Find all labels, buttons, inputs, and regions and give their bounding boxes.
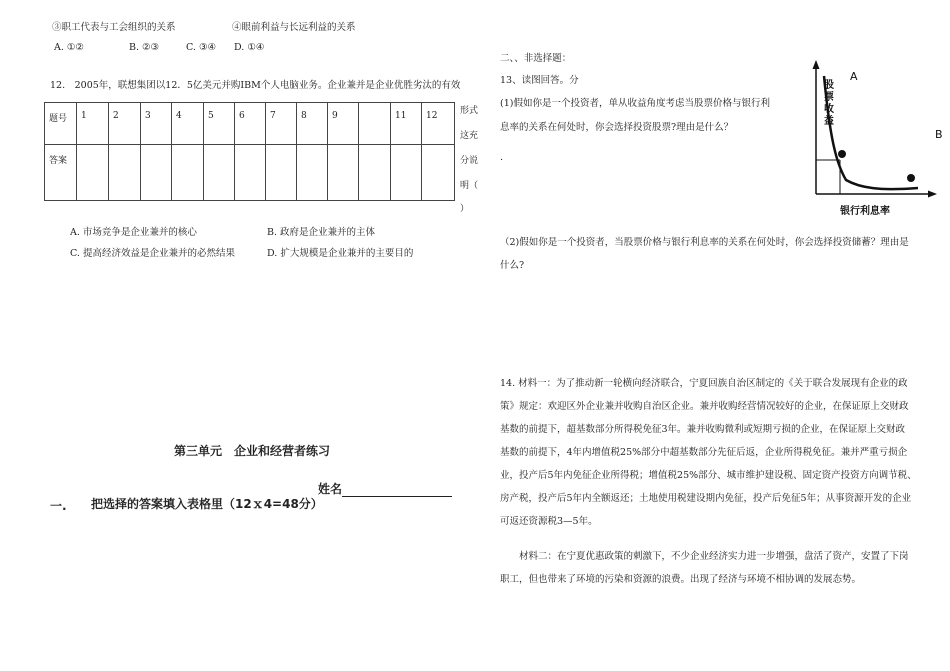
answer-table — [44, 102, 455, 201]
table-row — [45, 145, 455, 201]
material-1-line: 房产税，投产后5年内全额返还；土地使用税建设期内免征，投产后免征5年；从事资源开发的企业 — [500, 493, 912, 504]
table-number-cell: 1 — [77, 103, 109, 145]
table-number-cell: 3 — [141, 103, 172, 145]
question-13: 13、读图回答。分 — [500, 75, 579, 86]
option-4-text: ④眼前利益与长远利益的关系 — [232, 22, 356, 33]
question-12-tail-4: 明（ — [460, 181, 479, 191]
table-header-cell: 答案 — [45, 145, 77, 201]
point-b-label: B — [935, 128, 943, 141]
answer-cell-8[interactable] — [297, 145, 328, 201]
answer-cell-3[interactable] — [141, 145, 172, 201]
answer-cell-4[interactable] — [172, 145, 204, 201]
table-number-cell: 12 — [422, 103, 455, 145]
question-13-2-line1: （2)假如你是一个投资者，当股票价格与银行利息率的关系在何处时，你会选择投资储蓄？理由是 — [500, 237, 909, 248]
question-12-tail-3: 分说 — [460, 156, 479, 166]
answer-cell-10[interactable] — [359, 145, 391, 201]
table-row — [45, 103, 455, 145]
table-header-cell: 题号 — [45, 103, 77, 145]
name-field — [318, 480, 452, 497]
question-12-tail-2: 这充 — [460, 131, 479, 141]
point-marker-b — [907, 174, 915, 182]
table-number-cell: 8 — [297, 103, 328, 145]
material-1-line: 基数的前提下，4年内增值税25%部分中超基数部分先征后返，企业所得税免征。兼并严重亏损企 — [500, 447, 908, 458]
material-1-line: 基数的前提下，超基数部分所得税免征3年。兼并收购微利或短期亏损的企业，在保证原上交财政 — [500, 424, 906, 435]
q12-option-c: C. 提高经济效益是企业兼并的必然结果 — [70, 248, 235, 259]
unit-title: 第三单元 企业和经营者练习 — [174, 444, 331, 458]
q12-option-a: A. 市场竞争是企业兼并的核心 — [70, 227, 197, 238]
question-13-1-line2: 息率的关系在何处时，你会选择投资股票?理由是什么？ — [500, 122, 734, 133]
table-number-cell: 6 — [235, 103, 266, 145]
material-1-line: 可返还资源税3—5年。 — [500, 516, 598, 527]
table-number-cell: 2 — [109, 103, 141, 145]
question-12: 12. 2005年，联想集团以12．5亿美元并购IBM个人电脑业务。企业兼并是企业优胜劣汰的有效 — [50, 80, 461, 91]
answer-cell-2[interactable] — [109, 145, 141, 201]
question-14-material-1 — [500, 372, 917, 533]
material-1-line: 策》规定：欢迎区外企业兼并收购自治区企业。兼并收购经营情况较好的企业，在保证原上交财政 — [500, 401, 909, 412]
table-number-cell: 4 — [172, 103, 204, 145]
answer-cell-7[interactable] — [266, 145, 297, 201]
choice-c: C. ③④ — [186, 42, 217, 53]
section-1-heading: 把选择的答案填入表格里（12ｘ4=48分） — [91, 497, 323, 511]
question-13-2-line2: 什么? — [500, 260, 525, 271]
x-axis-label: 银行利息率 — [840, 206, 890, 217]
material-1-line: 14. 材料一：为了推动新一轮横向经济联合，宁夏回族自治区制定的《关于联合发展现有企业的政 — [500, 378, 908, 389]
material-2-line: 材料二：在宁夏优惠政策的刺激下，不少企业经济实力进一步增强，盘活了资产，安置了下岗 — [500, 551, 909, 562]
question-12-tail-5: ） — [460, 204, 470, 214]
q12-option-d: D. 扩大规模是企业兼并的主要目的 — [267, 248, 414, 259]
section-2-heading: 二、、非选择题： — [500, 53, 572, 64]
section-1-number: 一. — [50, 499, 67, 513]
name-label: 姓名 — [318, 482, 343, 496]
answer-cell-12[interactable] — [422, 145, 455, 201]
material-2 — [500, 545, 909, 591]
name-blank[interactable] — [342, 484, 452, 497]
choice-b: B. ②③ — [129, 42, 160, 53]
stock-rate-graph — [800, 58, 945, 223]
point-marker-a — [838, 150, 846, 158]
point-a-label: A — [850, 70, 858, 83]
y-axis-label: 股票收益 — [824, 80, 834, 127]
choice-a: A. ①② — [54, 42, 84, 53]
answer-cell-5[interactable] — [204, 145, 235, 201]
answer-dot: . — [500, 152, 504, 163]
table-number-cell: 11 — [391, 103, 422, 145]
answer-cell-9[interactable] — [328, 145, 359, 201]
choice-d: D. ①④ — [234, 42, 265, 53]
question-12-tail-1: 形式 — [460, 106, 479, 116]
answer-cell-1[interactable] — [77, 145, 109, 201]
question-13-1-line1: (1)假如你是一个投资者，单从收益角度考虑当股票价格与银行利 — [500, 98, 770, 109]
table-number-cell: 9 — [328, 103, 359, 145]
curve-line — [824, 76, 918, 189]
y-axis-arrow — [813, 60, 820, 69]
material-2-line: 职工，但也带来了环境的污染和资源的浪费。出现了经济与环境不相协调的发展态势。 — [500, 574, 862, 585]
q12-option-b: B. 政府是企业兼并的主体 — [267, 227, 376, 238]
material-1-line: 业，投产后5年内免征企业所得税；增值税25%部分、城市维护建设税、固定资产投资方向调节税、 — [500, 470, 917, 481]
option-3-text: ③职工代表与工会组织的关系 — [52, 22, 176, 33]
answer-cell-11[interactable] — [391, 145, 422, 201]
table-number-cell: 7 — [266, 103, 297, 145]
table-number-cell: 5 — [204, 103, 235, 145]
x-axis-arrow — [928, 191, 937, 198]
table-number-cell — [359, 103, 391, 145]
answer-cell-6[interactable] — [235, 145, 266, 201]
